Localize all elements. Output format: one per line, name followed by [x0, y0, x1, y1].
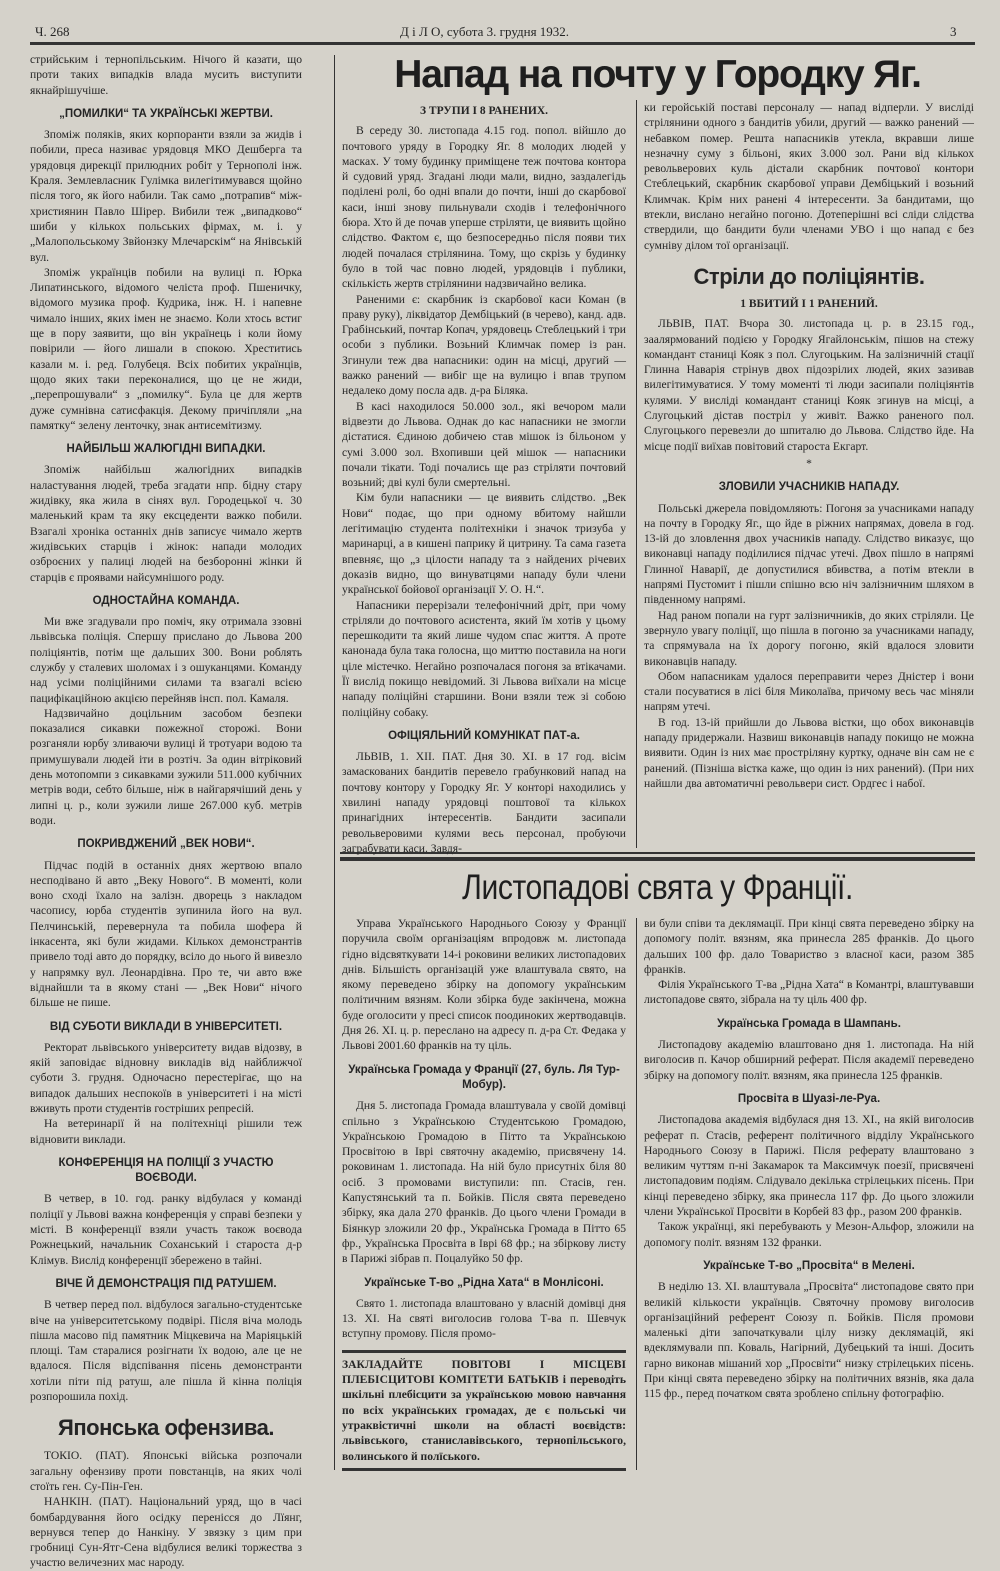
column-middle-bottom: [342, 916, 626, 1471]
paragraph: Філія Українського Т-ва „Рідна Хата“ в Комантрі, влаштувавши листопадове свято, зібрала на ту ціль 400 фр.: [644, 978, 974, 1007]
paragraph: В четвер перед пол. відбулося загально-студентське віче на університетському подвірі. Після віча молодь пішла масово під памятник Міцкевича на Маріяцькій площі. Там старалися розігнати їх водою, але це не вдалося. Після відспівання пісень демонстранти хотіли піти під ратуш, але пішла й кінна поліція розпорошила похід.: [30, 1298, 302, 1404]
paragraph: Управа Українського Народнього Союзу у Франції поручила своїм організаціям впродовж м. листопада гідно відсвяткувати 14-і роковини великих листопадових днів. Більшість організацій уже влаштувала свято, на якому переведено збірку на допомогу українським політичним вязням. Коли збірка буде закінчена, можна буде оголосити у пресі список поодиноких жертводавців. Дня 26. XI. ц. р. переслано на адресу п. д-ра Ст. Федака у Львові 2001.60 франків на ту ціль.: [342, 917, 626, 1053]
section-heading: НАЙБІЛЬШ ЖАЛЮГІДНІ ВИПАДКИ.: [66, 443, 266, 456]
column-divider-right-top: [636, 100, 637, 848]
section-heading: „ПОМИЛКИ“ ТА УКРАЇНСЬКІ ЖЕРТВИ.: [59, 107, 273, 120]
article-headline: Японська офензива.: [58, 1415, 274, 1441]
separator-asterisk: *: [806, 456, 812, 470]
page-number: 3: [950, 24, 957, 39]
section-heading: ОДНОСТАЙНА КОМАНДА.: [92, 594, 240, 607]
column-right-top: [644, 100, 974, 850]
section-heading: ЗЛОВИЛИ УЧАСНИКІВ НАПАДУ.: [718, 481, 900, 494]
section-heading: Українське Т-во „Просвіта“ в Мелені.: [703, 1259, 915, 1272]
paragraph: Напасники перерізали телефонічний дріт, при чому стріляли до почтового асистента, який їм хотів у цьому перешкодити та який лише чудом спас життя. А проте канонада була така голосна, що миттю поставила на ноги ціле містечко. Негайно розпочалася погоня за втікачами. Її вислід покищо невідомий. Зі Львова виїхали на місце нападу поліційні старшини. Вони взяли теж зі собою поліційну собаку.: [342, 598, 626, 719]
paragraph: На ветеринарії й на політехніці рішили теж відновити виклади.: [30, 1117, 302, 1146]
masthead: [30, 24, 975, 42]
paragraph: Зпоміж найбільш жалюгідних випадків наластування людей, треба згадати нпр. бідну стару жидівку, яка жила в сінях вул. Городецької ч. 30 маленький крам та яку ексцеденти важко побили. Взагалі хроніка останніх днів записує чимало жертв жидівських старців і жінок: напади молодих озброєних у палиці людей на безборонні жінки й старців є проявами найсумнішого роду.: [30, 463, 302, 584]
paragraph: Підчас подій в останніх днях жертвою впало несподівано й авто „Веку Нового“. В моменті, коли воно сході їхало на залізн. дворець з накладом часопису, юрба студентів зупинила його на вул. Пелчинській, перевернула та побила шофера й інкасента, які були жидами. Кількох демонстрантів привело тоді авто до порядку, всіло до нього й вивезло у напрямку вул. Леонардівна. Про те, чи авто вже віднайшли та в якому стані — „Век Нови“ нічого більше не пише.: [30, 858, 302, 1010]
headline-post-office-attack: Напад на почту у Городку Яг.: [394, 53, 921, 96]
newspaper-title-date: Д і Л О, субота 3. грудня 1932.: [400, 24, 570, 39]
section-heading: Українська Громада у Франції (27, буль. Ля Тур-Мобур).: [348, 1063, 620, 1091]
section-heading: Українське Т-во „Рідна Хата“ в Монлісоні.: [364, 1276, 604, 1289]
paragraph: В четвер, в 10. год. ранку відбулася у команді поліції у Львові важна конференція у справі безпеки у місті. В конференції взяли участь також воєвода Рожнецький, начальник Соханський і староста д-р Клімув. Вислід конференції збережено в тайні.: [30, 1192, 302, 1267]
paragraph: Польські джерела повідомляють: Погоня за учасниками нападу на почту в Городку Яг., що йде в ріжних напрямах, довела в год. 13-ій до зловлення двох учасників нападу. Слідство виказує, що виконавці нападу поділилися підчас утечі. Двох пішло в напрямі Глинної Наварії, де допустилися вбивства, а потім втекли в напрямі Пустомит і пішли спішно всю ніч залізничним шляхом в південному напрямі.: [644, 501, 974, 607]
paragraph: ЛЬВІВ, ПАТ. Вчора 30. листопада ц. р. в 23.15 год., заалярмований подією у Городку Ягайлонськім, пішов на стежу командант станиці Кояк з пол. Слугоцьким. На залізничній стації Глинна Наварія стрінув двох підозрілих людей, яких зазивав вилегітимуватися. У тому моменті ті люди засипали поліціянтів кулями. У висліді командант станиці Кояк згинув на місці, а Слугоцький дістав постріл у живіт. Важко раненого пол. Слугоцького перевезли до шпиталю до Львова. Слідство йде. На місце події виїхав повітовий староста Екгарт.: [644, 317, 974, 453]
section-heading: Українська Громада в Шампань.: [717, 1017, 901, 1030]
column-middle-top: [342, 98, 626, 855]
column-left: [30, 52, 302, 1570]
section-heading: ВІЧЕ Й ДЕМОНСТРАЦІЯ ПІД РАТУШЕМ.: [55, 1277, 277, 1290]
paragraph: ЛЬВІВ, 1. XII. ПАТ. Дня 30. XI. в 17 год. вісім замаскованих бандитів перевело грабунковий напад на почтову контору у Городку Яг. У конторі находились у хвилині нападу урядовці поштової та кількох принагідних інтересентів. Бандити засипали револьверовими кулями весь персонал, пробуючи заграбувати каси. Завдя-: [342, 750, 626, 855]
paragraph: В касі находилося 50.000 зол., які вечором мали відвезти до Львова. Однак до кас напасники не змогли дістатися. Єдиною добичею став мішок із більоном у сумі 3.000 зол. Вхопивши цей мішок — напасники почали тікати. Тоді почались ще раз стріляти почтовий возьний; дві кулі були смертельні.: [342, 399, 626, 490]
paragraph: ТОКІО. (ПАТ). Японські війська розпочали загальну офензиву проти повстанців, на яких чолі стоїть ген. Су-Пін-Ген.: [30, 1449, 302, 1493]
paragraph: Ми вже згадували про поміч, яку отримала ззовні львівська поліція. Спершу прислано до Львова 200 поліціянтів, потім ще дальших 300. Вони роблять службу у сталевих шоломах і з ошуканцями. Команду над усіми поліційними силами та взагалі всією пацифікаційною акцією перейняв інсп. пол. Камаля.: [30, 615, 302, 705]
section-heading: ПОКРИВДЖЕНИЙ „ВЕК НОВИ“.: [77, 838, 255, 851]
paragraph: В середу 30. листопада 4.15 год. попол. війшло до почтового уряду в Городку Яг. 8 молодих людей у масках. У тому будинку приміщене теж почтова контора й судовий уряд. Згадані люди мали, видно, заздалегідь поділені ролі, бо одні впали до почти, інші до скарбової каси, інші знову пильнували сходів і телефонічного бюра. Хто й де почав уперше стріляти, це виявить щойно слідство. Фактом є, що безпосередньо після появи тих людей почалася стрілянина. Тому, що скрізь у будинку було в той час повно людей, урядовців і публики, скількість жертв стрілянини надзвичайно велика.: [342, 124, 626, 291]
paragraph: Зпоміж українців побили на вулиці п. Юрка Липатинського, відомого челіста проф. Пшеничку, відомого музика проф. Кудрика, інж. Н. і напевне чимало інших, яких імен не знаємо. Коли хтось встиг ще в пору заявити, що він українець і коли йому повірили — його лишали в спокою. Хреститись казали м. і. ред. Голубеця. Всіх побитих українців, щодо яких таки переконалися, що це не жиди, „перепрошували“ з „помилку“. Була це для жертв дуже сумнівна сатисфакція. Декому причіпляли „на памятку“ зелену ленточку, знак антисемітизму.: [30, 265, 302, 432]
paragraph: Також українці, які перебувають у Мезон-Альфор, зложили на допомогу політ. вязням 132 франки.: [644, 1220, 974, 1249]
section-heading: ВІД СУБОТИ ВИКЛАДИ В УНІВЕРСИТЕТІ.: [49, 1020, 283, 1033]
headline-november-celebrations-france: Листопадові свята у Франції.: [462, 868, 853, 907]
section-rule-2: [340, 857, 975, 861]
paragraph: Дня 5. листопада Громада влаштувала у своїй домівці спільно з Українською Студентською Громадою, Українською Громадою в Пітто та Українською Просвітою в Іврі святочну академію, присвячену 14. роковинам 1. листопада. На ній було присутніх біля 80 осіб. З промовами виступили: пп. Стасів, ген. Капустянський та п. Бойків. Після свята переведено збірку, яка дала 270 франків. До цього члени Громади в Біянкур зложили 20 фр., Українська Громада в Пітто 65 фр., Українська Просвіта в Іврі 68 фр.; на збіркову листу в Парижі зібрав п. Поцалуйко 50 фр.: [342, 1099, 626, 1266]
paragraph: Ректорат львівського університету видав відозву, в якій заповідає відновну викладів від найближчої суботи 3. грудня. Одночасно перестерігає, що на випадок дальших неспокоїв в університеті і на місті вживуть проти студентів гостріших репресій.: [30, 1040, 302, 1115]
section-heading: ОФІЦІЯЛЬНИЙ КОМУНІКАТ ПАТ-а.: [388, 729, 580, 742]
paragraph: Листопадова академія відбулася дня 13. XI., на якій виголосив реферат п. Стасів, референт політичного відділу Українського Народнього Союзу в Парижі. Після реферату влаштовано з великим чуттям п-ні Закамарок та Максимчук поезії, присвячені листопадовим подіям. Слідувало декілька стрілецьких пісень. При кінці переведено збірку, яка принесла 117 фр. До цього зложили члени Української Просвіти в Корбей 83 фр., разом 200 франків.: [644, 1113, 974, 1219]
paragraph-continued: ви були співи та деклямації. При кінці свята переведено збірку на допомогу політ. вязням, яка принесла 285 франків. До цього дальших 100 фр. дало Товариство з власної каси, разом 385 франків.: [644, 917, 974, 976]
subheading: З ТРУПИ І 8 РАНЕНИХ.: [419, 105, 549, 117]
paragraph: Свято 1. листопада влаштовано у власній домівці дня 13. XI. На святі виголосив голова Т-ва п. Шевчук вступну промову. Після промо-: [342, 1296, 626, 1341]
column-right-bottom: [644, 916, 974, 1471]
column-divider-left: [334, 55, 335, 1470]
paragraph-continued: стрийським і тернопільським. Нічого й казати, що проти таких випадків влада мусить виступити якнайрішучіше.: [30, 53, 302, 97]
paragraph: Листопадову академію влаштовано дня 1. листопада. На ній виголосив п. Качор обширний реферат. Після академії переведено збірку на допомогу політ. вязням, яка принесла 125 франків.: [644, 1038, 974, 1082]
section-heading: Просвіта в Шуазі-ле-Руа.: [737, 1092, 881, 1105]
paragraph: Обом напасникам удалося переправити через Дністер і вони стали посуватися в лісі біля Миколаїва, причому весь час міняли напрям утечі.: [644, 669, 974, 714]
paragraph: Над раном попали на гурт залізничників, до яких стріляли. Це звернуло увагу поліції, що пішла в погоню за учасниками нападу, та спрямувала на їх дорогу погоню, якій вдалося зловити виконавців нападу.: [644, 608, 974, 668]
article-headline: Стріли до поліціянтів.: [693, 263, 925, 289]
section-heading: КОНФЕРЕНЦІЯ НА ПОЛІЦІЇ З УЧАСТЮ ВОЄВОДИ.: [58, 1156, 274, 1185]
issue-number: Ч. 268: [35, 24, 70, 39]
paragraph: Зпоміж поляків, яких корпоранти взяли за жидів і побили, преса називає урядовця МКО Дешберга та урядовця дирекції прилюдних робіт у Тернополі інж. Краля. Землевласник Гулімка вилегітимувався щойно після того, як його набили. Так само „потрапив“ між-християнин Павло Шірер. Вибили теж „випадково“ шиби у кількох польських фірмах, м. і. у „Малопольському Звйонзку Млечарскім“ на Янівській вул.: [30, 128, 302, 264]
paragraph: Кім були напасники — це виявить слідство. „Век Нови“ подає, що при одному вбитому найшли легітимацію студента політехніки і значок тризуба у маринарці, а в кишені паприку й цитрину. Та сама газета впевняє, що „з цілости нападу та з найдених річевих доказів видно, що винуватцями нападу були члени української бойової організації У. О. Н.“.: [342, 491, 626, 597]
notice-box: ЗАКЛАДАЙТЕ ПОВІТОВІ І МІСЦЕВІ ПЛЕБІСЦИТОВІ КОМІТЕТИ БАТЬКІВ і переводіть шкільні плебісцити за українською мовою навчання по всіх українських громадах, де є польські чи утраквістичні школи на області воєвідств: львівського, станиславівського, тернопільського, волинського й полїського.: [342, 1350, 626, 1471]
column-divider-right-bottom: [636, 918, 637, 1470]
paragraph: В неділю 13. XI. влаштувала „Просвіта“ листопадове свято при великій кількости українців. Святочну промову виголосив організаційний референт Союзу п. Бойків. Після промови маленькі діти започаткували цілу низку деклямацій, які вдеклямували пп. Коваль, Нагірний, Дубецький та інші. Досить гарно виконав мішаний хор „Просвіти“ низку стрілецьких пісень. При кінці свята переведено збірку на політичних вязнів, яка дала 115 фр., перед початком свята зроблено спільну фотографію.: [644, 1280, 974, 1401]
paragraph-continued: ки геройській поставі персоналу — напад відперли. У висліді стрілянини одного з бандитів убили, другий — важко ранений — небавком помер. Решта напасників утекла, вкравши лише незначну суму з більоні, яких 3.000 зол. Рани від кількох револьверових куль дістали скарбник почтової контори Стеблецький, скарбник скарбової управи Дембіцький і возьний Климчак. Крім них ранені 4 інтересенти. За бандитами, що втекли, вислано негайно погоню. Дотеперішні всі сліди слідства ствердили, що бандити були членами УВО і що напад є без сумніву ділом тої організації.: [644, 101, 974, 252]
subheading: 1 ВБИТИЙ І 1 РАНЕНИЙ.: [740, 297, 878, 310]
paragraph: Надзвичайно доцільним засобом безпеки показалися сикавки пожежної сторожі. Вони розганяли юрбу зливаючи вулиці й тротуари водою та примушували людей іти в розтіч. За один вітріковий день мотопомпи з сикавками зужили 511.000 кубічних метрів води, себто більше, ніж в найгарячіший день у липні ц. р., коли зужили лише 267.000 куб. метрів води.: [30, 706, 302, 827]
header-rule: [30, 42, 975, 45]
paragraph: Раненими є: скарбник із скарбової каси Коман (в праву руку), ліквідатор Дембіцький (в черево), канд. адв. Грабінський, почтар Копач, урядовець Стеблецький і три особи з публики. Возьний Климчак помер із ран. Згинули теж два напасники: один на місці, другий — важко ранений — вибіг ще на вулицю і впав трупом недалеко дому посла адв. д-ра Біляка.: [342, 292, 626, 398]
paragraph: НАНКІН. (ПАТ). Національний уряд, що в часі бомбардування його осідку перенісся до Лїянг, вернувся тепер до Нанкіну. У звязку з цим при гробниці Сун-Ятг-Сена відбулися великі торжества з участю величезних мас народу.: [30, 1495, 302, 1570]
paragraph: В год. 13-ій прийшли до Львова вістки, що обох виконавців нападу придержали. Назвиш виконавців нападу покищо не можна виявити. Один із них має простріляну куртку, одначе він сам не є ранений. (Пізніша вістка каже, що один із них ранений). (При них найшли два автоматичні револьвери сист. Ордгес і набої.: [644, 715, 974, 790]
